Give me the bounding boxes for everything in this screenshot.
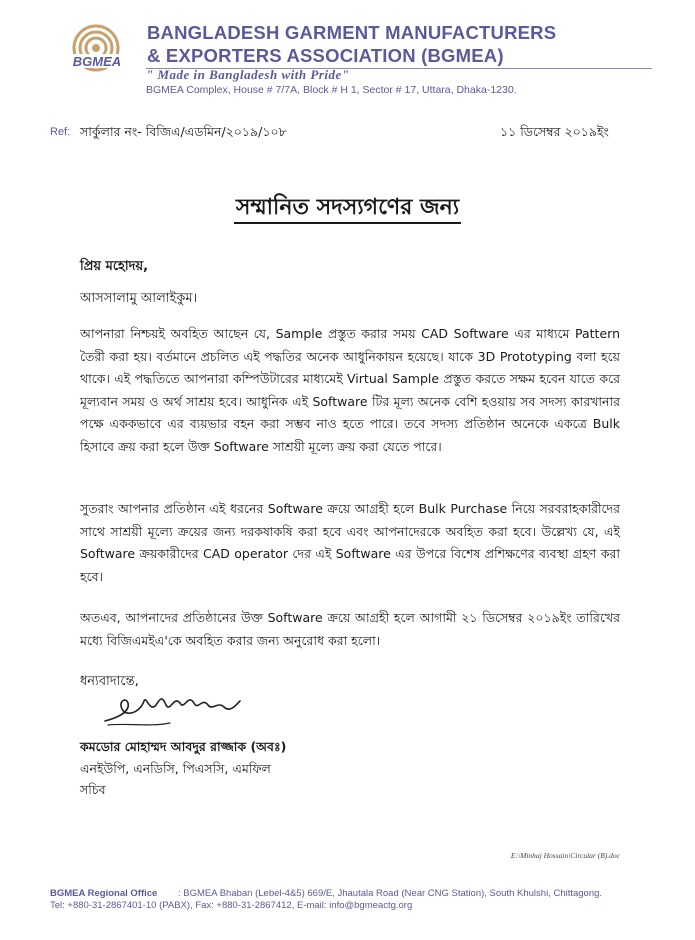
org-name-line1: BANGLADESH GARMENT MANUFACTURERS (147, 22, 557, 43)
letter-title (0, 190, 695, 227)
bgmea-logo (50, 24, 144, 74)
footer-address: : BGMEA Bhaban (Lebel-4&5) 669/E, Jhautala Road (Near CNG Station), South Khulshi, Chittagong. (178, 888, 603, 899)
footer-office-label: BGMEA Regional Office (50, 888, 158, 899)
closing: ধন্যবাদান্তে, (80, 674, 139, 689)
letter-title-text: সম্মানিত সদস্যগণের জন্য (234, 195, 461, 224)
greeting: আসসালামু আলাইকুম। (80, 291, 198, 306)
paragraph-2: সুতরাং আপনার প্রতিষ্ঠান এই ধরনের Software ক্রয়ে আগ্রহী হলে Bulk Purchase নিয়ে সরবরাহকারীদের সাথে সাশ্রয়ী মূল্যে ক্রয়ের জন্য দরকষাকষি করা হবে এবং আপনাদেরকে অবহিত করা হবে। উল্লেখ্য যে, এই Software ক্রয়কারীদের CAD operator দের এই Software এর উপরে বিশেষ প্রশিক্ষণের ব্যবস্থা গ্রহণ করা হবে। (80, 501, 620, 584)
salutation: প্রিয় মহোদয়, (80, 259, 149, 274)
tagline: " Made in Bangladesh with Pride" (146, 67, 350, 82)
file-path: E:\Minhaj Hossain\Circular (B).doc (510, 851, 620, 860)
handwritten-signature (100, 683, 245, 731)
footer-contact: Tel: +880-31-2867401-10 (PABX), Fax: +880-31-2867412, E-mail: info@bgmeactg.org (50, 900, 413, 911)
ref-number: সার্কুলার নং- বিজিএ/এডমিন/২০১৯/১০৮ (80, 124, 287, 139)
org-name-line2: & EXPORTERS ASSOCIATION (BGMEA) (147, 45, 504, 66)
paragraph-1: আপনারা নিশ্চয়ই অবহিত আছেন যে, Sample প্রস্তুত করার সময় CAD Software এর মাধ্যমে Pattern তৈরী করা হয়। বর্তমানে প্রচলিত এই পদ্ধতির অনেক আধুনিকায়ন হয়েছে। যাকে 3D Prototyping বলা হয়ে থাকে। এই পদ্ধতিতে আপনারা কম্পিউটারের মাধ্যমেই Virtual Sample প্রস্তুত করতে সক্ষম হবেন যাতে করে মূল্যবান সময় ও অর্থ সাশ্রয় হবে। আধুনিক এই Software টির মূল্য অনেক বেশি হওয়ায় সব সদস্য কারখানার পক্ষে এককভাবে এর ব্যয়ভার বহন করা সম্ভব নাও হতে পারে। তবে সদস্য প্রতিষ্ঠান অনেকে একত্রে Bulk হিসাবে ক্রয় করা হলে উক্ত Software সাশ্রয়ী মূল্যে ক্রয় করা যেতে পারে। (80, 326, 620, 454)
letter-date: ১১ ডিসেম্বর ২০১৯ইং (500, 124, 609, 139)
signer-qualifications: এনইউপি, এনডিসি, পিএসসি, এমফিল (80, 761, 271, 776)
svg-text:BGMEA: BGMEA (72, 54, 122, 69)
signer-position: সচিব (80, 782, 106, 797)
signer-name: কমডোর মোহাম্মদ আবদুর রাজ্জাক (অবঃ) (80, 739, 287, 754)
paragraph-3: অতএব, আপনাদের প্রতিষ্ঠানের উক্ত Software ক্রয়ে আগ্রহী হলে আগামী ২১ ডিসেম্বর ২০১৯ইং তারিখের মধ্যে বিজিএমইএ'কে অবহিত করার জন্য অনুরোধ করা হলো। (80, 610, 620, 648)
ref-label: Ref: (50, 126, 71, 138)
org-address: BGMEA Complex, House # 7/7A, Block # H 1, Sector # 17, Uttara, Dhaka-1230. (146, 84, 517, 96)
